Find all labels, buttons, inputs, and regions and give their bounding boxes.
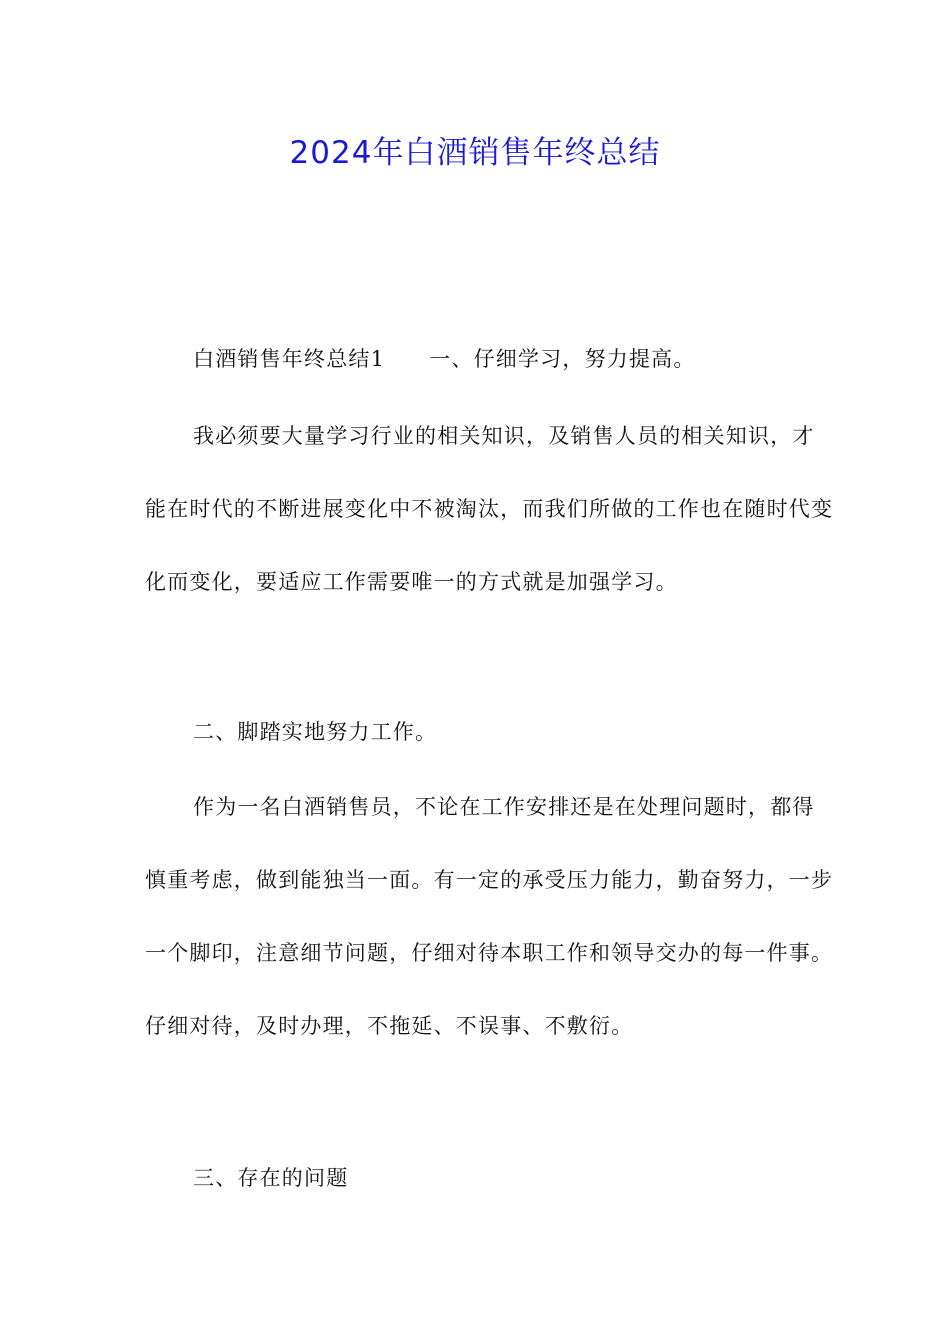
summary-lead-label: 白酒销售年终总结1 xyxy=(193,347,386,371)
section-heading-2: 二、脚踏实地努力工作。 xyxy=(193,720,438,744)
paragraph-study: 我必须要大量学习行业的相关知识，及销售人员的相关知识，才能在时代的不断进展变化中不被淘汰，而我们所做的工作也在随时代变化而变化，要适应工作需要唯一的方式就是加强学习。 xyxy=(145,424,834,594)
paragraph-intro xyxy=(145,323,835,396)
document-title: 2024年白酒销售年终总结 xyxy=(289,135,661,171)
section-heading-3: 三、存在的问题 xyxy=(193,1166,349,1190)
section-heading-1: 一、仔细学习，努力提高。 xyxy=(429,347,696,371)
paragraph-work: 作为一名白酒销售员，不论在工作安排还是在处理问题时，都得慎重考虑，做到能独当一面。有一定的承受压力能力，勤奋努力，一步一个脚印，注意细节问题，仔细对待本职工作和领导交办的每一件事。仔细对待，及时办理，不拖延、不误事、不敷衍。 xyxy=(145,795,834,1038)
